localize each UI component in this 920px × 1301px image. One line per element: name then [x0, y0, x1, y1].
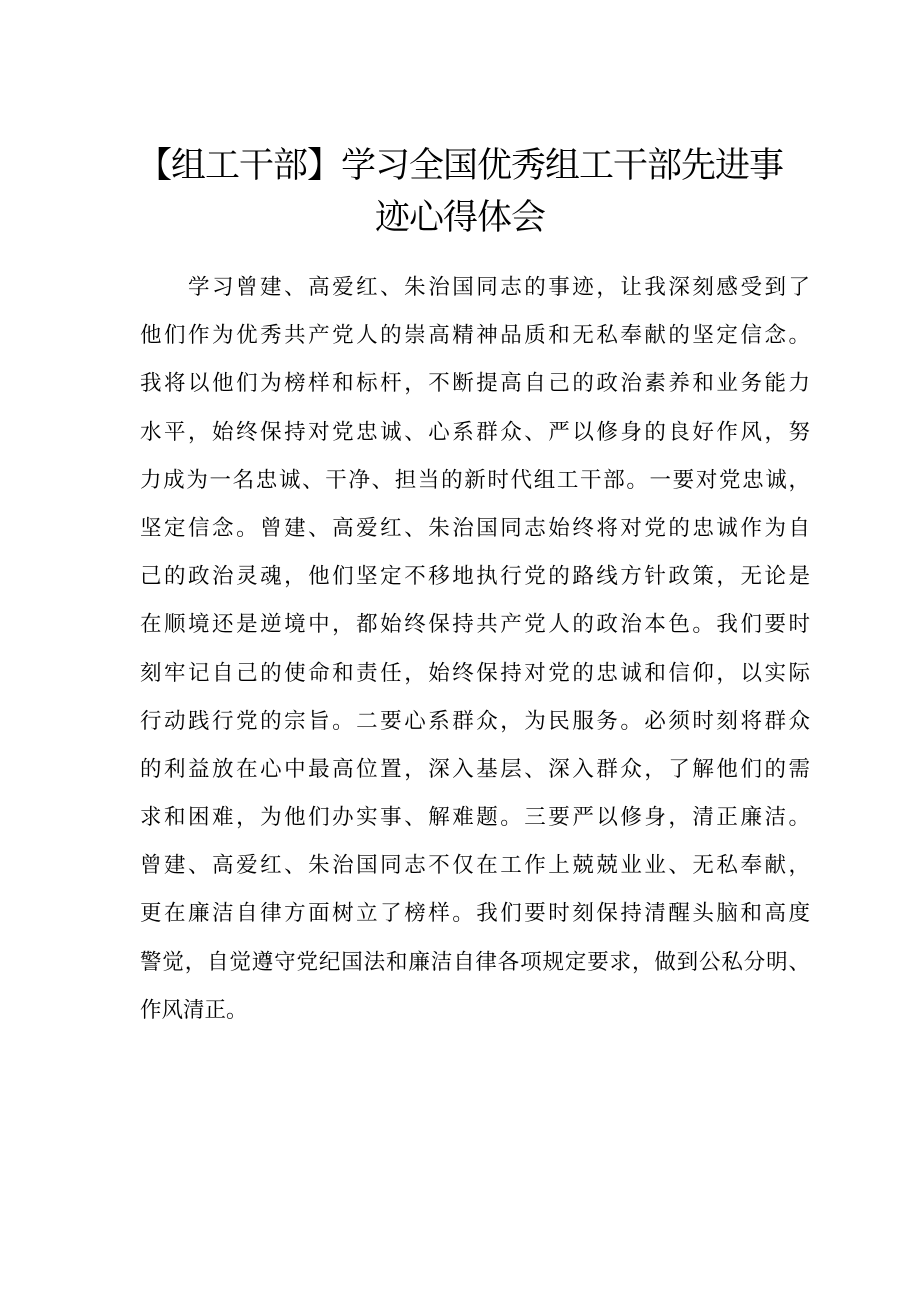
paragraph-line: 力成为一名忠诚、干净、担当的新时代组工干部。一要对党忠诚， — [140, 467, 810, 493]
paragraph-line: 己的政治灵魂，他们坚定不移地执行党的路线方针政策，无论是 — [140, 564, 810, 590]
paragraph-line: 在顺境还是逆境中，都始终保持共产党人的政治本色。我们要时 — [140, 612, 810, 638]
paragraph-line: 水平，始终保持对党忠诚、心系群众、严以修身的良好作风，努 — [140, 419, 810, 445]
paragraph-line: 警觉，自觉遵守党纪国法和廉洁自律各项规定要求，做到公私分明、 — [140, 949, 810, 975]
paragraph-line: 坚定信念。曾建、高爱红、朱治国同志始终将对党的忠诚作为自 — [140, 515, 810, 541]
paragraph-line: 他们作为优秀共产党人的崇高精神品质和无私奉献的坚定信念。 — [140, 323, 810, 349]
document-title — [130, 140, 790, 244]
paragraph-line: 行动践行党的宗旨。二要心系群众，为民服务。必须时刻将群众 — [140, 708, 810, 734]
paragraph-line: 求和困难，为他们办实事、解难题。三要严以修身，清正廉洁。 — [140, 805, 810, 831]
paragraph-line: 我将以他们为榜样和标杆，不断提高自己的政治素养和业务能力 — [140, 371, 810, 397]
title-line: 【组工干部】学习全国优秀组工干部先进事 — [136, 146, 783, 186]
paragraph-line: 刻牢记自己的使命和责任，始终保持对党的忠诚和信仰，以实际 — [140, 660, 810, 686]
paragraph-line: 学习曾建、高爱红、朱治国同志的事迹，让我深刻感受到了 — [188, 275, 810, 300]
title-line: 迹心得体会 — [374, 198, 545, 238]
paragraph-line: 作风清正。 — [140, 997, 248, 1023]
paragraph-line: 的利益放在心中最高位置，深入基层、深入群众，了解他们的需 — [140, 756, 810, 782]
paragraph-line: 更在廉洁自律方面树立了榜样。我们要时刻保持清醒头脑和高度 — [140, 901, 810, 927]
paragraph-line: 曾建、高爱红、朱治国同志不仅在工作上兢兢业业、无私奉献， — [140, 853, 810, 879]
body-paragraph — [140, 264, 810, 1035]
